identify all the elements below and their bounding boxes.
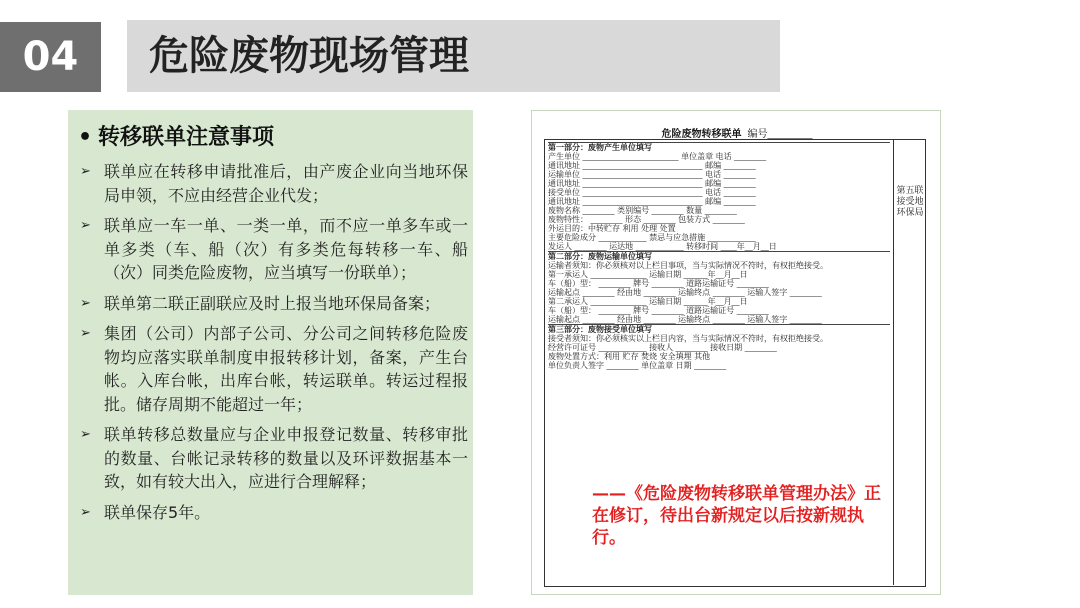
bullet-text: 联单第二联正副联应及时上报当地环保局备案； — [104, 293, 441, 313]
form-line: 运输起点 ________ 经由地 ________ 运输终点 ________ 运输人签字 ________ — [548, 288, 822, 297]
bullet-text: 集团（公司）内部子公司、分公司之间转移危险废物均应落实联单制度申报转移计划，备案，产生台帐。入库台帐，出库台帐，转运联单。转运过程报批。储存周期不能超过一年； — [104, 324, 468, 414]
form-line: 外运目的：中转贮存 利用 处理 处置 — [548, 224, 676, 233]
form-lines — [548, 142, 890, 370]
form-number: 编号_________ — [747, 129, 813, 140]
form-line: 第一承运人 ______________ 运输日期 ______年__月__日 — [548, 270, 748, 279]
bullet-dot-icon: • — [78, 125, 93, 150]
notes-panel — [68, 110, 473, 595]
bullet-item — [76, 214, 468, 285]
form-line: 接受者须知：你必须核实以上栏目内容，当与实际情况不符时，有权拒绝接受。 — [548, 334, 828, 343]
form-line: 第二承运人 ______________ 运输日期 ______年__月__日 — [548, 297, 748, 306]
form-line: 经营许可证号 ____________ 接收人 ________ 接收日期 ________ — [548, 343, 777, 352]
form-line: 废物特性： ________ 形态 ________ 包装方式 ________ — [548, 215, 745, 224]
arrow-bullet-icon: ➢ — [80, 164, 91, 179]
form-line: 废物处置方式：利用 贮存 焚烧 安全填埋 其他 — [548, 352, 711, 361]
form-line: 运输者须知：你必须核对以上栏目事项，当与实际情况不符时，有权拒绝接受。 — [548, 261, 828, 270]
form-section-header: 第二部分：废物运输单位填写 — [548, 251, 890, 261]
panel-heading-text: 转移联单注意事项 — [98, 125, 275, 150]
arrow-bullet-icon: ➢ — [80, 427, 91, 442]
form-section-header: 第三部分：废物接受单位填写 — [548, 324, 890, 334]
form-line: 废物名称 ________ 类别编号 ________ 数量 ________ — [548, 206, 737, 215]
arrow-bullet-icon: ➢ — [80, 326, 91, 341]
bullet-text: 联单应在转移申请批准后，由产废企业向当地环保局申领，不应由经营企业代发； — [104, 162, 468, 205]
form-line: 单位负责人签字 ________ 单位盖章 日期 ________ — [548, 361, 727, 370]
form-line: 主要危险成分 ____________ 禁忌与应急措施 ____________ — [548, 233, 756, 242]
form-title-text: 危险废物转移联单 — [661, 129, 742, 140]
transfer-form-image — [531, 110, 941, 595]
form-line: 运输单位 ______________________________ 电话 ________ — [548, 170, 756, 179]
panel-heading — [78, 120, 274, 151]
bullet-text: 联单保存5年。 — [104, 502, 211, 522]
form-side-label: 第五联 接受地环保局 — [896, 186, 924, 218]
bullet-item — [76, 160, 468, 207]
bullet-item — [76, 423, 468, 494]
form-section-header: 第一部分：废物产生单位填写 — [548, 142, 890, 152]
form-title — [532, 125, 942, 140]
form-divider — [893, 140, 894, 585]
bullet-item — [76, 292, 468, 316]
bullet-text: 联单转移总数量应与企业申报登记数量、转移审批的数量、台帐记录转移的数量以及环评数据基本一致，如有较大出入，应进行合理解释； — [104, 425, 468, 491]
arrow-bullet-icon: ➢ — [80, 218, 91, 233]
form-line: 通讯地址 ______________________________ 邮编 ________ — [548, 197, 756, 206]
revision-note: ——《危险废物转移联单管理办法》正在修订，待出台新规定以后按新规执行。 — [592, 484, 881, 548]
section-number: 04 — [0, 22, 101, 92]
bullet-item — [76, 322, 468, 416]
page-title: 危险废物现场管理 — [127, 20, 780, 92]
form-line: 通讯地址 ______________________________ 邮编 ________ — [548, 161, 756, 170]
form-line: 发运人 ________ 运达地 ____________ 转移时间 ____年__月__日 — [548, 242, 777, 251]
form-line: 车（船）型： ________ 牌号 ________ 道路运输证号 ________ — [548, 306, 769, 315]
form-line: 车（船）型： ________ 牌号 ________ 道路运输证号 ________ — [548, 279, 769, 288]
bullet-item — [76, 501, 468, 525]
bullet-list — [76, 160, 468, 531]
form-line: 通讯地址 ______________________________ 邮编 ________ — [548, 179, 756, 188]
form-line: 运输起点 ________ 经由地 ________ 运输终点 ________ 运输人签字 ________ — [548, 315, 822, 324]
arrow-bullet-icon: ➢ — [80, 295, 91, 311]
form-line: 接受单位 ______________________________ 电话 ________ — [548, 188, 756, 197]
bullet-text: 联单应一车一单、一类一单，而不应一单多车或一单多类（车、船（次）有多类危每转移一车、船（次）同类危险废物，应当填写一份联单）； — [104, 216, 468, 282]
form-line: 产生单位 ________________________ 单位盖章 电话 ________ — [548, 152, 767, 161]
arrow-bullet-icon: ➢ — [80, 504, 91, 520]
